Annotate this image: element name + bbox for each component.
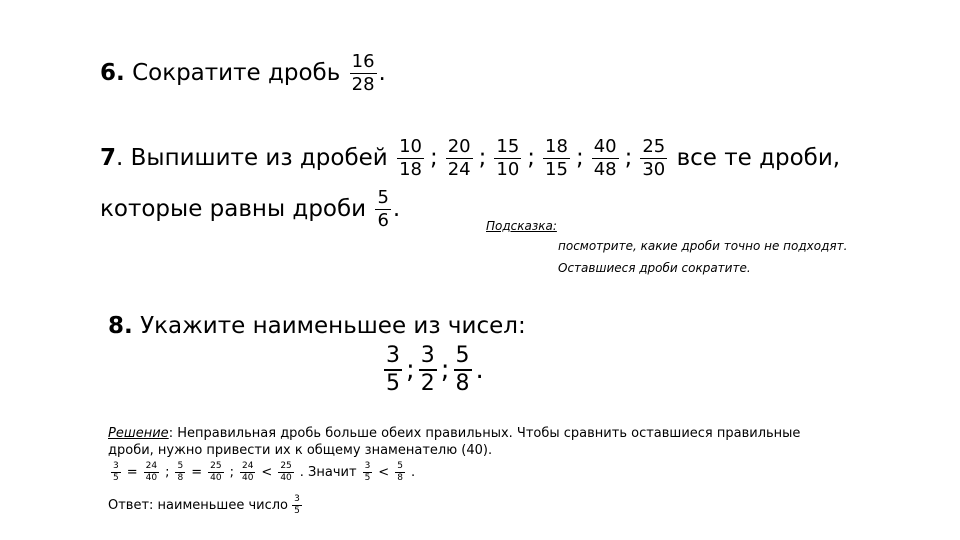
solution-fraction: $\frac{25}{40}$ (280, 461, 292, 483)
separator: ; (429, 145, 438, 171)
solution-fraction: $\frac{5}{8}$ (397, 461, 403, 483)
question-7-line2: которые равны дроби $\frac{5}{6}$ . (100, 187, 401, 231)
solution-fraction: $\frac{3}{5}$ (113, 461, 119, 483)
solution-line-2: дроби, нужно привести их к общему знаменателю (40). (108, 443, 493, 458)
question-6-fraction: $\frac{16}{28}$ (351, 51, 375, 95)
question-7-text2: все те дроби, (676, 145, 841, 171)
fraction-option: $\frac{5}{8}$ (455, 343, 470, 396)
separator: ; (440, 355, 450, 385)
question-8-number: 8. (108, 313, 133, 339)
separator: ; (527, 145, 536, 171)
fraction-option: $\frac{10}{18}$ (399, 136, 422, 180)
question-6-text: Сократите дробь (132, 60, 341, 86)
question-7-text: . Выпишите из дробей (116, 145, 388, 171)
solution-symbol: ; (229, 465, 234, 480)
solution-fraction: $\frac{24}{40}$ (241, 461, 254, 483)
solution-symbol: = (126, 465, 138, 480)
question-6-number: 6. (100, 60, 125, 86)
solution-symbol: < (261, 465, 273, 480)
question-7 (100, 138, 840, 179)
period: . (475, 355, 484, 385)
solution-fraction: $\frac{25}{40}$ (210, 461, 222, 483)
fraction-option: $\frac{3}{5}$ (386, 343, 400, 396)
separator: ; (575, 145, 584, 171)
question-8-fractions (380, 345, 484, 395)
solution-symbol: ; (165, 465, 170, 480)
fraction-option: $\frac{15}{10}$ (496, 136, 520, 180)
separator: ; (478, 145, 487, 171)
solution-symbol: < (378, 465, 390, 480)
question-7-number: 7 (100, 145, 117, 171)
solution-label: Решение (108, 426, 169, 441)
solution-symbol: . (410, 465, 416, 480)
question-7-fractions (395, 136, 669, 180)
fraction-option: $\frac{20}{24}$ (447, 136, 471, 180)
solution-line-1: Решение: Неправильная дробь больше обеих правильных. Чтобы сравнить оставшиеся правильные (108, 426, 801, 441)
separator: ; (406, 355, 415, 385)
fraction-option: $\frac{18}{15}$ (545, 136, 568, 180)
answer-fraction: $\frac{3}{5}$ (294, 494, 300, 516)
solution-fraction: $\frac{3}{5}$ (364, 461, 371, 483)
solution-answer: Ответ: наименьшее число $\frac{3}{5}$ (108, 494, 300, 516)
fraction-option: $\frac{25}{30}$ (642, 136, 666, 180)
hint-title: Подсказка: (486, 219, 557, 233)
question-8-text: Укажите наименьшее из чисел: (140, 313, 526, 339)
hint-line-2: Оставшиеся дроби сократите. (558, 261, 751, 275)
separator: ; (624, 145, 633, 171)
solution-fraction: $\frac{5}{8}$ (177, 461, 184, 483)
question-8 (108, 313, 526, 339)
question-6: 6. Сократите дробь $\frac{16}{28}$ . (100, 51, 386, 95)
solution-equation (108, 462, 418, 483)
solution-symbol: . Значит (299, 465, 357, 480)
solution-fraction: $\frac{24}{40}$ (145, 461, 158, 483)
fraction-option: $\frac{3}{2}$ (420, 343, 435, 396)
fraction-option: $\frac{40}{48}$ (593, 136, 617, 180)
question-7-target-fraction: $\frac{5}{6}$ (377, 187, 389, 231)
solution-symbol: = (191, 465, 203, 480)
solution (108, 425, 800, 459)
hint-line-1: посмотрите, какие дроби точно не подходят. (558, 239, 848, 253)
